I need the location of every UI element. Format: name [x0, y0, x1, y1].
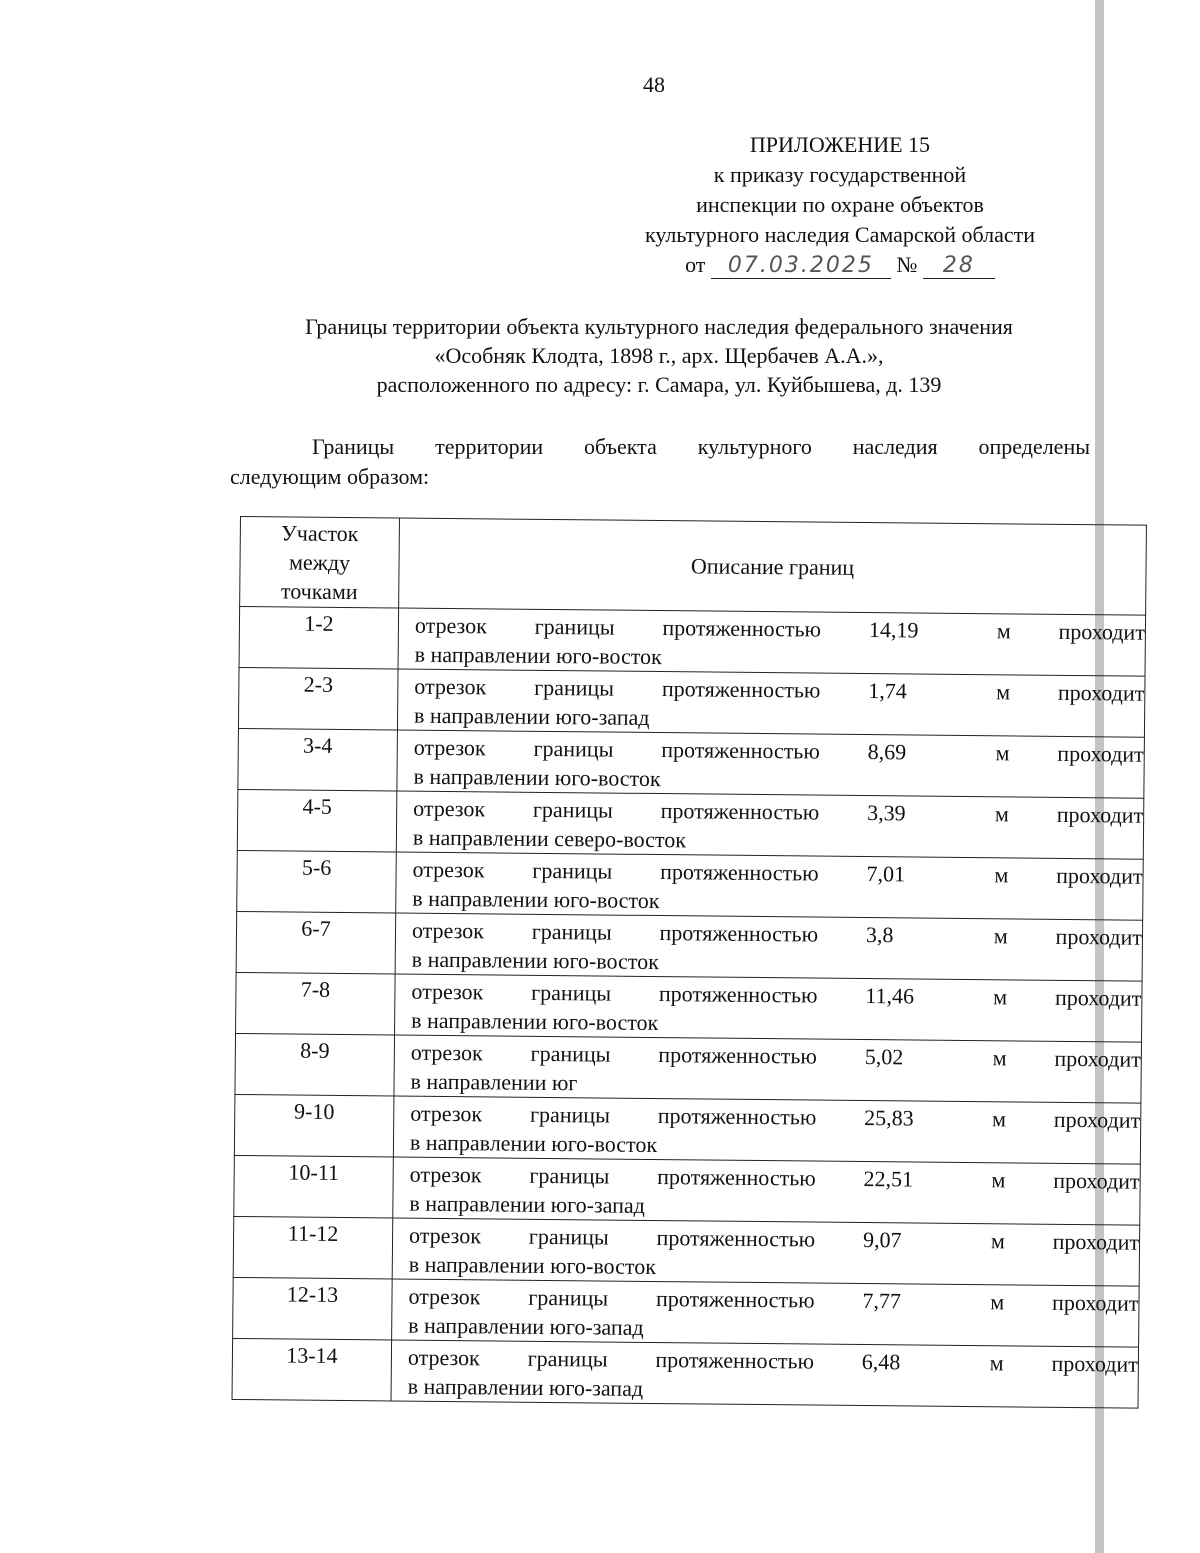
- desc-word: отрезок: [410, 1100, 483, 1127]
- header-segment-line: Участок: [281, 520, 359, 547]
- desc-word: отрезок: [411, 917, 485, 944]
- segment-cell: 6-7: [236, 911, 396, 974]
- direction-text: в направлении северо-восток: [412, 824, 687, 853]
- intro-line: следующим образом:: [230, 464, 430, 489]
- table-row: [239, 607, 1146, 677]
- desc-word: проходит: [1057, 679, 1145, 706]
- desc-word: протяженностью: [661, 676, 821, 703]
- length-value: 8,69: [867, 739, 907, 765]
- length-unit: м: [991, 1167, 1006, 1193]
- desc-word: границы: [532, 796, 613, 823]
- table-row: [238, 667, 1145, 737]
- description-cell: [394, 1035, 1142, 1103]
- appendix-line: к приказу государственной: [713, 162, 967, 187]
- date-prefix: от: [685, 252, 706, 277]
- length-unit: м: [990, 1228, 1005, 1254]
- title-line: «Особняк Клодта, 1898 г., арх. Щербачев А.А.»,: [434, 343, 884, 368]
- description-cell: [395, 913, 1143, 981]
- boundary-table: [232, 516, 1147, 1409]
- appendix-date-line: [560, 250, 1120, 280]
- table-row: [234, 1094, 1141, 1164]
- table-row: [234, 1155, 1141, 1225]
- desc-word: протяженностью: [660, 859, 819, 886]
- desc-word: отрезок: [414, 612, 487, 639]
- table-row: [237, 850, 1144, 920]
- length-unit: м: [994, 801, 1010, 827]
- direction-text: в направлении юго-запад: [409, 1190, 645, 1218]
- length-unit: м: [994, 862, 1009, 888]
- desc-word: протяженностью: [655, 1286, 815, 1313]
- desc-word: протяженностью: [656, 1225, 816, 1252]
- desc-word: протяженностью: [658, 981, 818, 1008]
- desc-word: проходит: [1058, 618, 1146, 645]
- desc-word: протяженностью: [657, 1164, 816, 1191]
- description-cell: [397, 730, 1145, 798]
- direction-text: в направлении юго-запад: [413, 702, 650, 730]
- description-cell: [392, 1218, 1140, 1286]
- desc-word: проходит: [1051, 1350, 1138, 1377]
- direction-text: в направлении юго-восток: [413, 763, 661, 792]
- direction-text: в направлении юго-восток: [411, 1007, 659, 1036]
- description-cell: [393, 1157, 1141, 1225]
- direction-text: в направлении юго-запад: [408, 1312, 644, 1340]
- length-value: 14,19: [868, 617, 919, 643]
- length-unit: м: [989, 1350, 1004, 1376]
- header-segment-line: между: [288, 549, 351, 576]
- desc-word: протяженностью: [658, 1042, 818, 1069]
- table-row: [236, 972, 1143, 1042]
- desc-word: проходит: [1052, 1228, 1140, 1255]
- appendix-title: ПРИЛОЖЕНИЕ 15: [749, 132, 931, 157]
- segment-cell: 5-6: [237, 850, 397, 913]
- direction-text: в направлении юго-запад: [407, 1373, 644, 1401]
- description-cell: [391, 1340, 1139, 1408]
- segment-cell: 9-10: [234, 1094, 394, 1157]
- desc-word: проходит: [1054, 1045, 1141, 1072]
- segment-cell: 4-5: [237, 789, 397, 852]
- desc-word: отрезок: [413, 795, 486, 822]
- length-value: 22,51: [863, 1166, 914, 1192]
- desc-word: проходит: [1055, 923, 1143, 950]
- desc-word: отрезок: [409, 1161, 482, 1188]
- table-row: [232, 1338, 1139, 1408]
- description-cell: [395, 974, 1143, 1042]
- title-line: расположенного по адресу: г. Самара, ул. Куйбышева, д. 139: [376, 372, 942, 397]
- desc-word: проходит: [1056, 801, 1144, 828]
- title-line: Границы территории объекта культурного наследия федерального значения: [305, 314, 1013, 339]
- length-unit: м: [992, 1045, 1007, 1071]
- desc-word: проходит: [1054, 984, 1142, 1011]
- segment-cell: 2-3: [238, 667, 398, 730]
- description-cell: [393, 1096, 1141, 1164]
- handwritten-number: 28: [923, 254, 995, 279]
- desc-word: границы: [529, 1162, 610, 1189]
- length-value: 1,74: [868, 678, 907, 704]
- desc-word: отрезок: [407, 1344, 480, 1371]
- length-unit: м: [993, 984, 1008, 1010]
- length-value: 11,46: [865, 983, 915, 1009]
- table-row: [233, 1216, 1140, 1286]
- desc-word: границы: [528, 1284, 609, 1311]
- length-value: 3,8: [865, 922, 894, 948]
- desc-word: протяженностью: [661, 737, 820, 764]
- desc-word: отрезок: [413, 734, 486, 761]
- header-segment-line: точками: [280, 578, 358, 605]
- segment-cell: 8-9: [235, 1033, 395, 1096]
- table-row: [237, 789, 1144, 859]
- length-value: 9,07: [862, 1227, 902, 1253]
- table-row: [235, 1033, 1142, 1103]
- desc-word: границы: [528, 1223, 609, 1250]
- length-unit: м: [990, 1289, 1005, 1315]
- length-value: 3,39: [867, 800, 906, 826]
- desc-word: границы: [533, 735, 614, 762]
- table-row: [236, 911, 1143, 981]
- length-unit: м: [993, 923, 1008, 949]
- table-header-row: [240, 517, 1147, 616]
- segment-cell: 7-8: [236, 972, 396, 1035]
- length-value: 7,01: [866, 861, 906, 887]
- desc-word: проходит: [1057, 740, 1144, 767]
- length-unit: м: [996, 618, 1011, 644]
- description-cell: [396, 852, 1144, 920]
- description-cell: [392, 1279, 1140, 1347]
- desc-word: отрезок: [408, 1222, 482, 1249]
- header-segment: [240, 517, 400, 609]
- segment-cell: 12-13: [233, 1277, 393, 1340]
- desc-word: проходит: [1053, 1106, 1141, 1133]
- description-cell: [397, 669, 1145, 737]
- desc-word: отрезок: [414, 673, 487, 700]
- header-description: Описание границ: [399, 518, 1147, 615]
- intro-paragraph: [230, 432, 1090, 492]
- desc-word: проходит: [1056, 862, 1143, 889]
- desc-word: границы: [531, 918, 612, 945]
- intro-line: Границы территории объекта культурного наследия определены: [312, 434, 1090, 459]
- length-value: 7,77: [862, 1288, 902, 1314]
- length-value: 25,83: [864, 1105, 914, 1131]
- desc-word: отрезок: [408, 1283, 481, 1310]
- desc-word: протяженностью: [655, 1347, 815, 1374]
- direction-text: в направлении юго-восток: [411, 946, 660, 975]
- segment-cell: 13-14: [232, 1338, 392, 1401]
- handwritten-date: 07.03.2025: [711, 254, 891, 279]
- direction-text: в направлении юго-восток: [412, 885, 660, 914]
- table-row: [233, 1277, 1140, 1347]
- direction-text: в направлении юг: [410, 1068, 578, 1096]
- desc-word: протяженностью: [662, 615, 822, 642]
- direction-text: в направлении юго-восток: [409, 1129, 658, 1158]
- desc-word: отрезок: [411, 978, 484, 1005]
- page-number: 48: [643, 72, 665, 97]
- direction-text: в направлении юго-восток: [408, 1251, 657, 1280]
- description-cell: [398, 608, 1146, 676]
- appendix-line: культурного наследия Самарской области: [644, 222, 1036, 247]
- desc-word: протяженностью: [659, 920, 819, 947]
- desc-word: границы: [530, 1040, 611, 1067]
- desc-word: проходит: [1051, 1289, 1139, 1316]
- length-value: 6,48: [861, 1349, 901, 1375]
- number-sign: №: [896, 252, 918, 277]
- table-row: [238, 728, 1145, 798]
- desc-word: границы: [534, 674, 615, 701]
- length-unit: м: [991, 1106, 1007, 1132]
- segment-cell: 3-4: [238, 728, 398, 791]
- desc-word: отрезок: [412, 856, 485, 883]
- segment-cell: 10-11: [234, 1155, 394, 1218]
- desc-word: границы: [534, 613, 615, 640]
- desc-word: протяженностью: [660, 798, 820, 825]
- appendix-block: [560, 130, 1120, 280]
- desc-word: протяженностью: [657, 1103, 817, 1130]
- length-value: 5,02: [864, 1044, 904, 1070]
- desc-word: границы: [529, 1101, 611, 1128]
- appendix-line: инспекции по охране объектов: [696, 192, 984, 217]
- desc-word: границы: [531, 979, 612, 1006]
- direction-text: в направлении юго-восток: [414, 641, 662, 670]
- desc-word: отрезок: [410, 1039, 483, 1066]
- document-title: [200, 312, 1118, 399]
- description-cell: [396, 791, 1144, 859]
- length-unit: м: [996, 679, 1011, 705]
- desc-word: проходит: [1053, 1167, 1140, 1194]
- segment-cell: 11-12: [233, 1216, 393, 1279]
- segment-cell: 1-2: [239, 607, 399, 670]
- length-unit: м: [995, 740, 1010, 766]
- desc-word: границы: [527, 1345, 608, 1372]
- desc-word: границы: [532, 857, 613, 884]
